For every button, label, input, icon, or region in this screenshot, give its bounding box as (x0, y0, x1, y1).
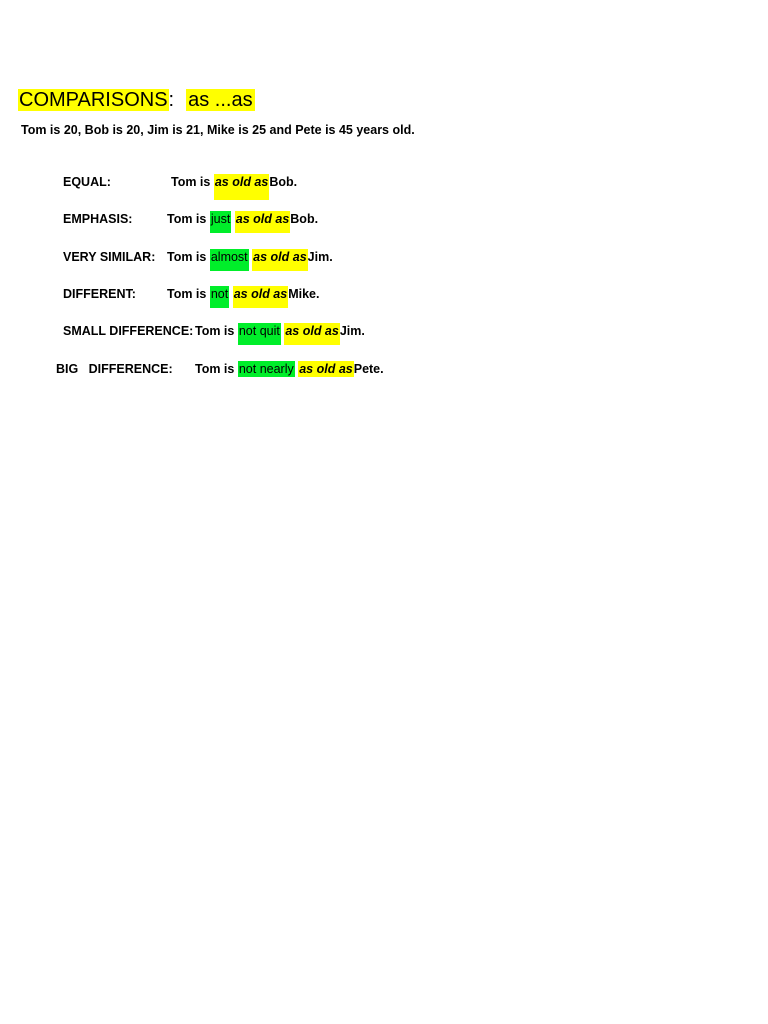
row-sentence (195, 361, 384, 377)
row-phrase-highlight: as old as (284, 323, 340, 345)
row-sentence (167, 249, 333, 271)
title-main: COMPARISONS (19, 89, 168, 111)
row-sentence (167, 211, 318, 233)
row-phrase-highlight: as old as (299, 362, 353, 376)
row-object: Bob. (269, 175, 298, 189)
row-modifier-highlight: not nearly (238, 362, 294, 376)
row-label: VERY SIMILAR: (63, 250, 156, 264)
row-modifier-highlight: not quit (238, 323, 281, 345)
row-phrase-highlight: as old as (233, 286, 289, 308)
row-object: Jim. (307, 250, 333, 264)
page-title (18, 86, 255, 114)
comparison-row-small-difference (63, 323, 663, 339)
row-subject: Tom is (195, 324, 235, 338)
row-sentence (195, 323, 365, 345)
row-subject: Tom is (171, 175, 211, 189)
row-object: Bob. (290, 212, 319, 226)
comparison-row-emphasis (63, 211, 663, 227)
comparison-row-equal (63, 174, 663, 190)
row-phrase-highlight: as old as (235, 211, 291, 233)
row-subject: Tom is (167, 287, 207, 301)
row-label: BIG DIFFERENCE: (56, 362, 173, 376)
comparison-row-big-difference (56, 361, 656, 377)
title-subtitle: as ...as (188, 89, 253, 111)
row-object: Mike. (288, 287, 320, 301)
row-subject: Tom is (195, 362, 235, 376)
row-phrase-highlight: as old as (214, 174, 270, 200)
row-sentence (167, 286, 319, 308)
row-object: Jim. (339, 324, 365, 338)
row-phrase-highlight: as old as (252, 249, 308, 271)
row-modifier-highlight: not (210, 286, 229, 308)
row-sentence (171, 174, 297, 200)
row-label: EMPHASIS: (63, 212, 133, 226)
row-label: SMALL DIFFERENCE: (63, 324, 194, 338)
row-label: DIFFERENT: (63, 287, 136, 301)
row-subject: Tom is (167, 212, 207, 226)
row-modifier-highlight: almost (210, 249, 249, 271)
row-object: Pete. (353, 362, 384, 376)
row-modifier-highlight: just (210, 211, 231, 233)
intro-sentence: Tom is 20, Bob is 20, Jim is 21, Mike is 25 and Pete is 45 years old. (21, 123, 415, 137)
row-subject: Tom is (167, 250, 207, 264)
comparison-row-different (63, 286, 663, 302)
comparison-row-very-similar (63, 249, 663, 265)
title-colon: : (168, 89, 175, 111)
row-label: EQUAL: (63, 175, 111, 189)
